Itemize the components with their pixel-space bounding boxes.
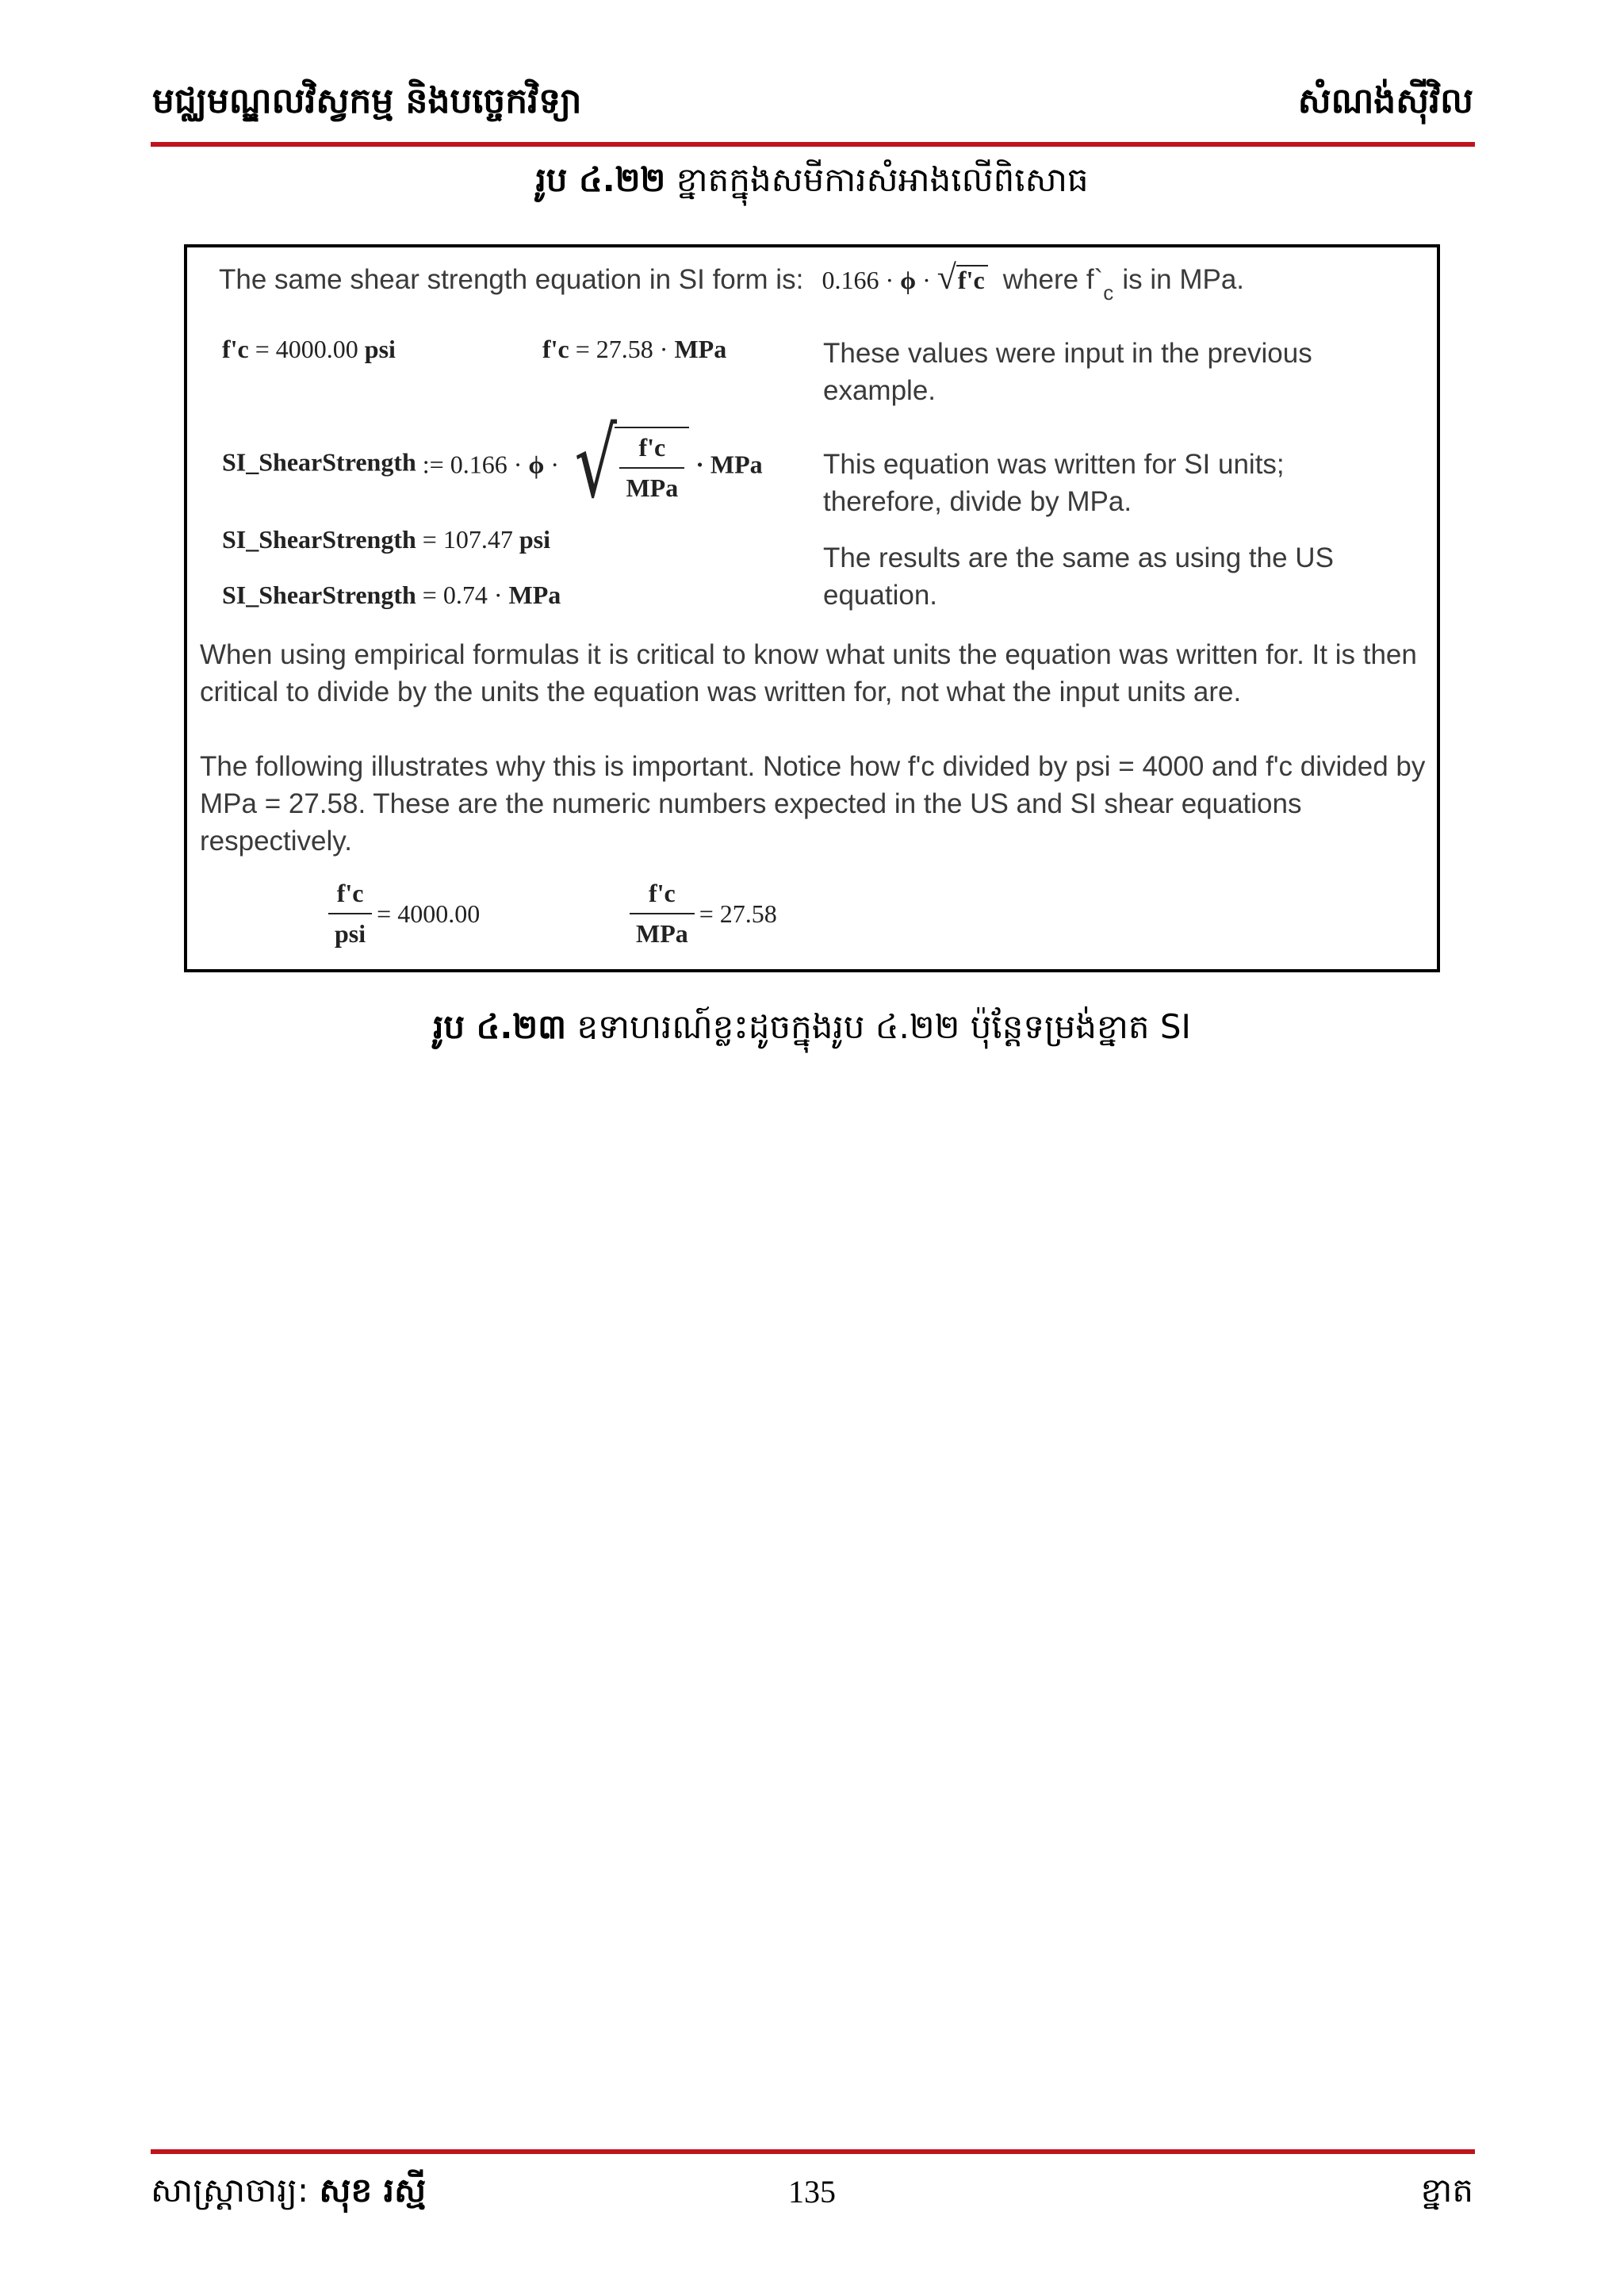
si-shear-mpa: SI_ShearStrength = 0.74 · MPa — [222, 581, 561, 609]
intro-where: where f` — [1002, 264, 1104, 295]
intro-mpa: is in MPa. — [1122, 264, 1245, 295]
intro-sub-c: c — [1103, 281, 1114, 305]
caption-top — [0, 159, 1624, 208]
page-number: 135 — [788, 2174, 836, 2210]
header-section: សំណង់ស៊ីវិល — [1297, 81, 1473, 121]
fc-psi: f'c = 4000.00 psi — [222, 335, 396, 363]
intro-line — [219, 257, 1245, 305]
fc-mpa: f'c = 27.58 · MPa — [542, 335, 727, 363]
footer-rule — [151, 2149, 1475, 2154]
note-si-units: This equation was written for SI units; therefore, divide by MPa. — [823, 449, 1285, 517]
intro-equation: 0.166 · ϕ · √f'c — [822, 266, 987, 294]
paragraph-illustration: The following illustrates why this is important. Notice how f'c divided by psi = 4000 and f'c divided by MPa = 27.58. These are the numeric numbers expected in the US and SI shear equations respectively. — [200, 751, 1426, 857]
si-shear-psi: SI_ShearStrength = 107.47 psi — [222, 525, 550, 554]
footer-author-label: សាស្ត្រាចារ្យ: — [151, 2171, 320, 2210]
caption-top-text: ខ្នាតក្នុងសមីការសំអាងលើពិសោធ — [665, 160, 1089, 199]
caption-bottom — [0, 1006, 1624, 1055]
footer-chapter: ខ្នាត — [1420, 2171, 1473, 2210]
caption-top-label: រូប ៤.២២ — [535, 160, 666, 199]
figure-box — [184, 244, 1440, 972]
paragraph-empirical: When using empirical formulas it is critical to know what units the equation was written for. It is then critical to divide by the units the equation was written for, not what the input units are. — [200, 639, 1417, 707]
fraction-psi: $\frac{f'c}{\text{psi}}$ = 4000.00 — [328, 879, 480, 949]
intro-text: The same shear strength equation in SI form is: — [219, 264, 804, 295]
sqrt-symbol: √ $\frac{f'c}{\text{MPa}}$ — [565, 417, 689, 512]
fraction-mpa: $\frac{f'c}{\text{MPa}}$ = 27.58 — [630, 879, 777, 949]
header-title: មជ្ឈមណ្ឌលវិស្វកម្ម និងបច្ចេកវិទ្យា — [152, 81, 582, 121]
si-shear-definition: SI_ShearStrength := 0.166 · ϕ · √ $\frac{f'c}{\text{MPa}}$ · MPa — [222, 409, 763, 519]
footer-author-name: សុខ រស្មី — [319, 2171, 427, 2210]
note-input-values: These values were input in the previous example. — [823, 338, 1312, 406]
note-results-same: The results are the same as using the US equation. — [823, 542, 1334, 611]
caption-bottom-label: រូប ៤.២៣ — [433, 1007, 567, 1046]
caption-bottom-text: ឧទាហរណ៍ខ្លះដូចក្នុងរូប ៤.២២ ប៉ុន្តែទម្រង់ខ្នាត SI — [566, 1007, 1191, 1046]
header-rule — [151, 142, 1475, 147]
